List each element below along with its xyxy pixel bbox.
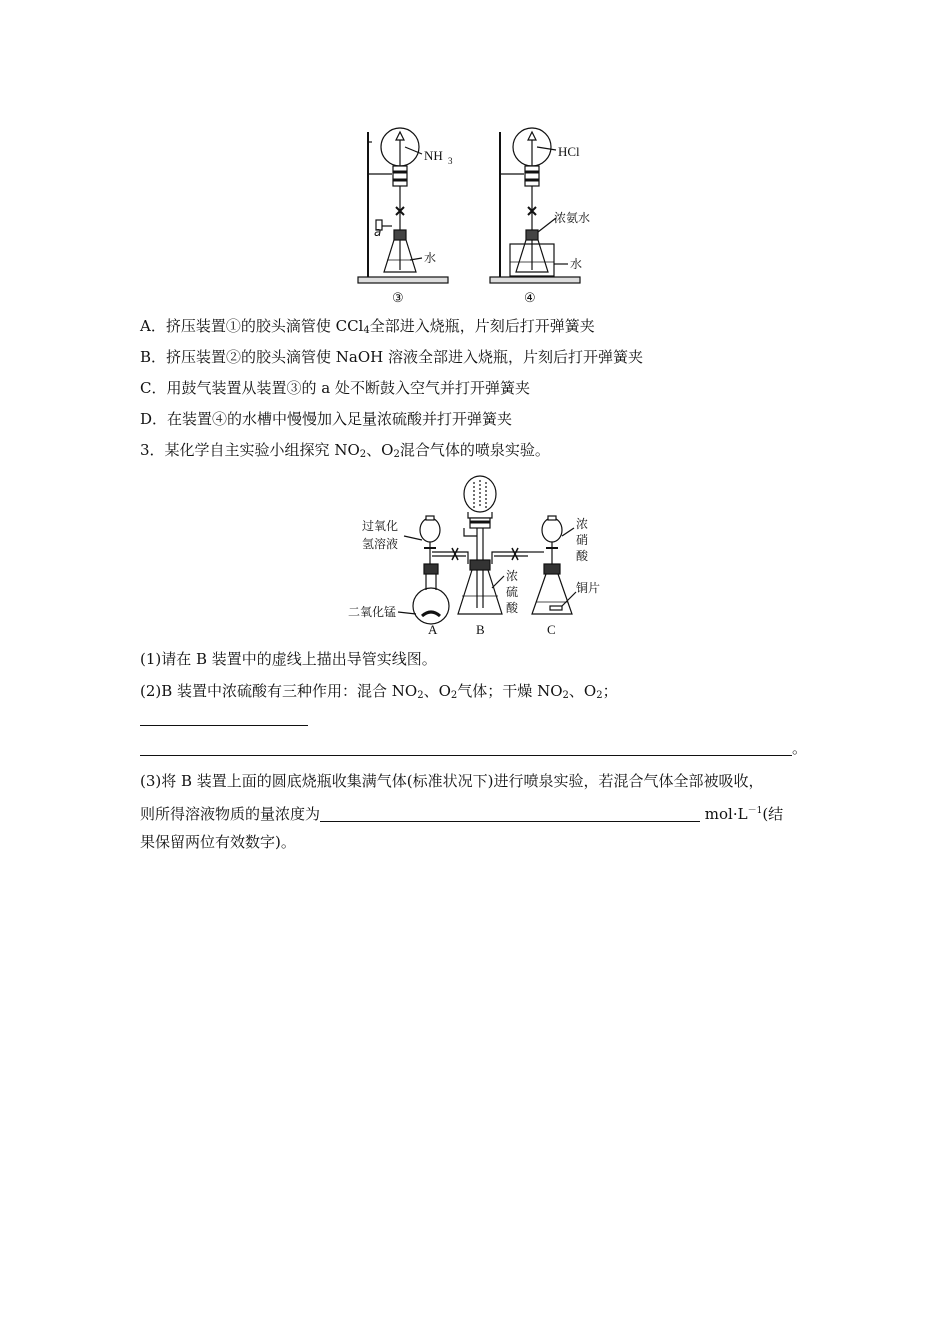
- sub2-end: ；: [602, 682, 618, 700]
- flask-label-b: B: [476, 622, 485, 637]
- gas-label-4: HCl: [558, 144, 580, 159]
- water-label-4: 水: [570, 257, 583, 271]
- subquestion-1: (1)请在 B 装置中的虚线上描出导管实线图。: [140, 650, 437, 668]
- option-a-sub: 4: [363, 325, 370, 336]
- h2o2-label-2: 氢溶液: [362, 537, 399, 551]
- answer-blank-2b-line[interactable]: [140, 739, 792, 756]
- flask-label-c: C: [547, 622, 556, 637]
- question-3-stem: [140, 440, 550, 465]
- q3-sub2: 2: [393, 449, 400, 460]
- sub3-suffix: (结: [762, 805, 784, 823]
- answer-blank-2b[interactable]: [140, 738, 807, 758]
- option-d: D．在装置④的水槽中慢慢加入足量浓硫酸并打开弹簧夹: [140, 410, 513, 428]
- sub3-unit: mol·L: [704, 805, 748, 823]
- h2o2-label-1: 过氧化: [362, 519, 399, 533]
- hno3-label-3: 酸: [576, 549, 589, 563]
- sub2-mid1: 、O: [423, 682, 451, 700]
- copper-label: 铜片: [576, 581, 601, 595]
- hno3-label-2: 硝: [576, 533, 589, 547]
- a-mark: a: [374, 225, 382, 239]
- sub2-s1: 2: [417, 690, 424, 701]
- subquestion-3-line3: 果保留两位有效数字)。: [140, 833, 296, 851]
- figure-label-4: ④: [524, 290, 536, 305]
- flask-label-a: A: [428, 622, 438, 637]
- answer-blank-2a[interactable]: [140, 708, 308, 728]
- sub2-s2: 2: [450, 690, 458, 701]
- answer-blank-3[interactable]: [320, 805, 700, 822]
- sub2-prefix: (2)B 装置中浓硫酸有三种作用：混合 NO: [140, 682, 418, 700]
- sub2-s3: 2: [562, 690, 569, 701]
- option-c: C．用鼓气装置从装置③的 a 处不断鼓入空气并打开弹簧夹: [140, 379, 530, 397]
- figure-label-3: ③: [392, 290, 404, 305]
- hno3-label-1: 浓: [576, 517, 589, 531]
- q3-stem-suffix: 混合气体的喷泉实验。: [399, 441, 550, 459]
- apparatus-figure-3-4: [350, 122, 610, 308]
- water-label-3: 水: [424, 251, 437, 265]
- q3-stem-mid: 、O: [366, 441, 394, 459]
- q3-stem-prefix: 3．某化学自主实验小组探究 NO: [140, 441, 360, 459]
- sub3-prefix: 则所得溶液物质的量浓度为: [140, 805, 321, 823]
- ammonia-label: 浓氨水: [554, 211, 591, 225]
- h2so4-label-2: 硫: [506, 585, 519, 599]
- sub2-s4: 2: [596, 690, 603, 701]
- subquestion-3-line2: [140, 801, 783, 824]
- q3-sub1: 2: [359, 449, 367, 460]
- sub2-mid2: 气体；干燥 NO: [457, 682, 563, 700]
- gas-label-3-sub: 3: [448, 156, 453, 166]
- apparatus-abc-drawing: [340, 468, 620, 642]
- apparatus-figure-abc: [340, 468, 620, 642]
- gas-label-3: NH: [424, 148, 443, 163]
- h2so4-label-1: 浓: [506, 569, 519, 583]
- sub3-unit-sup: －1: [747, 806, 763, 816]
- sub2-period: 。: [792, 739, 808, 757]
- option-b: B．挤压装置②的胶头滴管使 NaOH 溶液全部进入烧瓶，片刻后打开弹簧夹: [140, 348, 644, 366]
- subquestion-3-line1: (3)将 B 装置上面的圆底烧瓶收集满气体(标准状况下)进行喷泉实验，若混合气体全部被吸收，: [140, 772, 764, 790]
- answer-blank-2a-line[interactable]: [140, 709, 308, 726]
- option-a-suffix: 全部进入烧瓶，片刻后打开弹簧夹: [369, 317, 595, 335]
- h2so4-label-3: 酸: [506, 601, 519, 615]
- apparatus-3-4-drawing: [350, 122, 610, 308]
- option-a: [140, 316, 595, 341]
- mno2-label: 二氧化锰: [348, 605, 397, 619]
- option-a-prefix: A．挤压装置①的胶头滴管使 CCl: [140, 317, 364, 335]
- subquestion-2: [140, 681, 810, 706]
- sub2-mid3: 、O: [568, 682, 597, 700]
